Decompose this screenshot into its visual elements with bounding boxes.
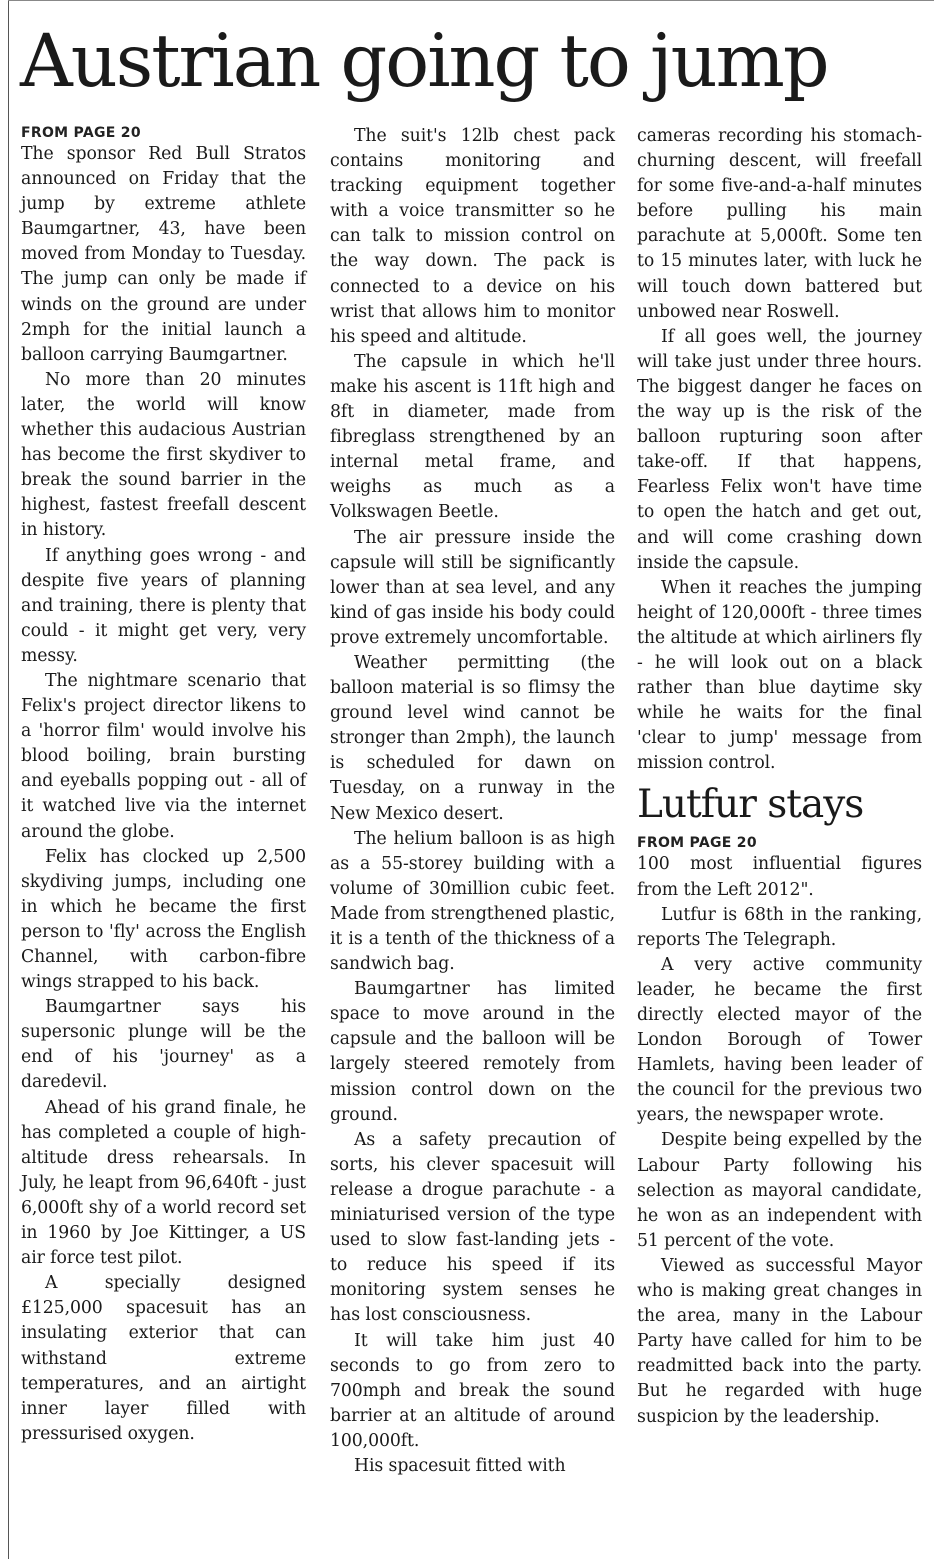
paragraph: A very active community leader, he became the first directly elected mayor of the London Borough of Tower Hamlets, having been leader of the council for the previous two years, the newspaper wrote.	[637, 954, 922, 1126]
paragraph: The air pressure inside the capsule will still be significantly lower than at sea level, and any kind of gas inside his body could prove extremely uncomfortable.	[330, 527, 615, 648]
paragraph: Despite being expelled by the Labour Party following his selection as mayoral candidate, he won as an independent with 51 percent of the vote.	[637, 1130, 922, 1251]
paragraph: A specially designed £125,000 spacesuit has an insulating exterior that can withstand extreme temperatures, and an airtight inner layer filled with pressurised oxygen.	[21, 1273, 306, 1444]
second-article-headline: Lutfur stays	[637, 782, 864, 828]
article-column-1	[21, 124, 306, 1447]
paragraph: As a safety precaution of sorts, his clever spacesuit will release a drogue parachute - a miniaturised version of the type used to slow fast-landing jets - to reduce his speed if its monitoring system senses he has lost consciousness.	[330, 1129, 615, 1326]
paragraph: When it reaches the jumping height of 120,000ft - three times the altitude at which airliners fly - he will look out on a black rather than blue daytime sky while he waits for the final 'clear to jump' message from mission control.	[637, 577, 922, 774]
paragraph: Ahead of his grand finale, he has completed a couple of high-altitude dress rehearsals. In July, he leapt from 96,640ft - just 6,000ft shy of a world record set in 1960 by Joe Kittinger, a US air force test pilot.	[21, 1097, 306, 1269]
paragraph: The helium balloon is as high as a 55-storey building with a volume of 30million cubic feet. Made from strengthened plastic, it is a tenth of the thickness of a sandwich bag.	[330, 828, 615, 975]
headline: Austrian going to jump	[20, 19, 828, 104]
paragraph: Lutfur is 68th in the ranking, reports The Telegraph.	[637, 904, 922, 950]
paragraph: Baumgartner has limited space to move around in the capsule and the balloon will be largely steered remotely from mission control down on the ground.	[330, 979, 615, 1125]
paragraph: The nightmare scenario that Felix's project director likens to a 'horror film' would involve his blood boiling, brain bursting and eyeballs popping out - all of it watched live via the internet around the globe.	[21, 670, 306, 842]
paragraph: If all goes well, the journey will take just under three hours. The biggest danger he faces on the way up is the risk of the balloon rupturing soon after take-off. If that happens, Fearless Felix won't have time to open the hatch and get out, and will come crashing down inside the capsule.	[637, 326, 922, 573]
paragraph: No more than 20 minutes later, the world will know whether this audacious Austrian has become the first skydiver to break the sound barrier in the highest, fastest freefall descent in history.	[21, 369, 306, 541]
from-page-kicker: FROM PAGE 20	[637, 835, 757, 852]
paragraph: The suit's 12lb chest pack contains monitoring and tracking equipment together with a voice transmitter so he can talk to mission control on the way down. The pack is connected to a device on his wrist that allows him to monitor his speed and altitude.	[330, 126, 615, 347]
paragraph: If anything goes wrong - and despite five years of planning and training, there is plenty that could - it might get very, very messy.	[21, 545, 306, 666]
paragraph: The capsule in which he'll make his ascent is 11ft high and 8ft in diameter, made from fibreglass strengthened by an internal metal frame, and weighs as much as a Volkswagen Beetle.	[330, 351, 615, 523]
paragraph: The sponsor Red Bull Stratos announced on Friday that the jump by extreme athlete Baumgartner, 43, have been moved from Monday to Tuesday. The jump can only be made if winds on the ground are under 2mph for the initial launch a balloon carrying Baumgartner.	[21, 144, 306, 365]
article-column-2	[330, 124, 615, 1479]
paragraph: It will take him just 40 seconds to go from zero to 700mph and break the sound barrier at an altitude of around 100,000ft.	[330, 1330, 615, 1451]
paragraph: 100 most influential figures from the Left 2012".	[637, 854, 922, 900]
paragraph: His spacesuit fitted with	[354, 1455, 566, 1476]
paragraph: cameras recording his stomach-churning descent, will freefall for some five-and-a-half minutes before pulling his main parachute at 5,000ft. Some ten to 15 minutes later, with luck he will touch down battered but unbowed near Roswell.	[637, 126, 922, 322]
from-page-kicker: FROM PAGE 20	[21, 125, 141, 141]
paragraph: Weather permitting (the balloon material is so flimsy the ground level wind cannot be stronger than 2mph), the launch is scheduled for dawn on Tuesday, on a runway in the New Mexico desert.	[330, 652, 615, 824]
paragraph: Baumgartner says his supersonic plunge will be the end of his 'journey' as a daredevil.	[21, 997, 306, 1093]
column-rule-left	[8, 0, 9, 1559]
page-top-rule	[8, 0, 934, 1]
paragraph: Felix has clocked up 2,500 skydiving jumps, including one in which he became the first person to 'fly' across the English Channel, with carbon-fibre wings strapped to his back.	[21, 846, 306, 993]
article-column-3	[637, 124, 922, 1430]
paragraph: Viewed as successful Mayor who is making great changes in the area, many in the Labour Party have called for him to be readmitted back into the party. But he regarded with huge suspicion by the leadership.	[637, 1255, 922, 1427]
